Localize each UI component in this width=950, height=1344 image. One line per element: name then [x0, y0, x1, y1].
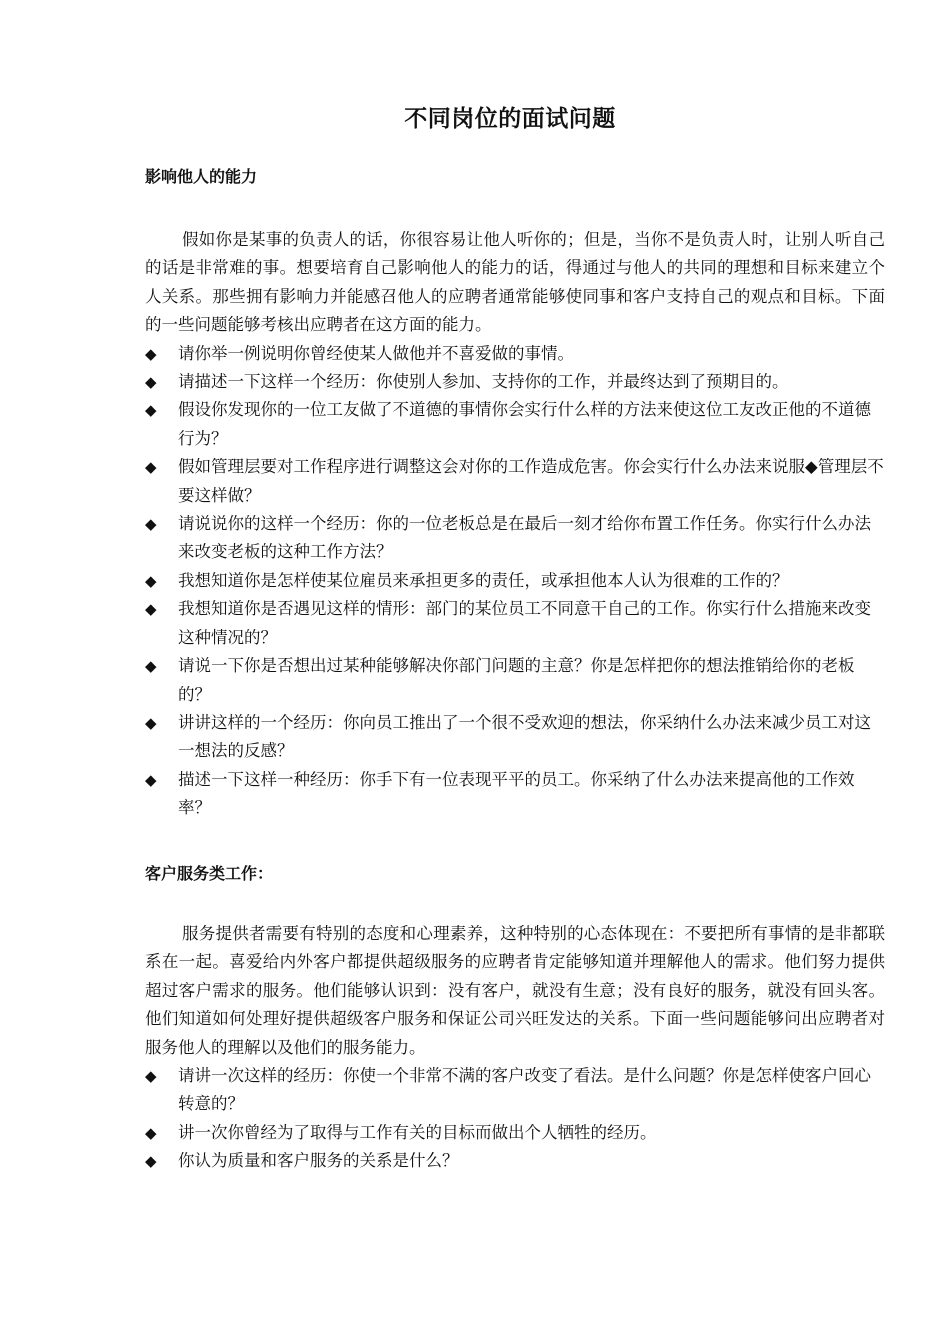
question-text: 假设你发现你的一位工友做了不道德的事情你会实行什么样的方法来使这位工友改正他的不道德行为？ [178, 400, 871, 448]
diamond-bullet-icon: ◆ [145, 770, 157, 789]
question-text: 请说一下你是否想出过某种能够解决你部门问题的主意？你是怎样把你的想法推销给你的老板的？ [178, 656, 855, 704]
section-intro-paragraph: 服务提供者需要有特别的态度和心理素养，这种特别的心态体现在：不要把所有事情的是非都联系在一起。喜爱给内外客户都提供超级服务的应聘者肯定能够知道并理解他人的需求。他们努力提供超过客户需求的服务。他们能够认识到：没有客户，就没有生意；没有良好的服务，就没有回头客。他们知道如何处理好提供超级客户服务和保证公司兴旺发达的关系。下面一些问题能够问出应聘者对服务他人的理解以及他们的服务能力。 [145, 924, 885, 1057]
diamond-bullet-icon: ◆ [145, 515, 157, 534]
diamond-bullet-icon: ◆ [145, 713, 157, 732]
list-item [145, 453, 885, 510]
diamond-bullet-icon: ◆ [145, 458, 157, 477]
list-item [145, 340, 885, 368]
question-text: 请你举一例说明你曾经使某人做他并不喜爱做的事情。 [178, 343, 574, 363]
question-list [145, 1062, 885, 1176]
question-text: 请描述一下这样一个经历：你使别人参加、支持你的工作，并最终达到了预期目的。 [178, 372, 789, 392]
list-item [145, 652, 885, 709]
question-text: 请说说你的这样一个经历：你的一位老板总是在最后一刻才给你布置工作任务。你实行什么办法来改变老板的这种工作方法？ [178, 514, 871, 562]
question-text: 讲讲这样的一个经历：你向员工推出了一个很不受欢迎的想法，你采纳什么办法来减少员工对这一想法的反感？ [178, 712, 871, 761]
question-text: 我想知道你是否遇见这样的情形：部门的某位员工不同意干自己的工作。你实行什么措施来改变这种情况的？ [178, 599, 871, 647]
question-text: 描述一下这样一种经历：你手下有一位表现平平的员工。你采纳了什么办法来提高他的工作效率？ [178, 769, 855, 818]
list-item [145, 1119, 885, 1147]
section-heading-influence: 影响他人的能力 [145, 167, 258, 186]
list-item [145, 368, 885, 396]
question-text: 讲一次你曾经为了取得与工作有关的目标而做出个人牺牲的经历。 [178, 1122, 657, 1142]
diamond-bullet-icon: ◆ [145, 1152, 157, 1171]
diamond-bullet-icon: ◆ [145, 571, 157, 590]
section-intro-paragraph: 假如你是某事的负责人的话，你很容易让他人听你的；但是，当你不是负责人时，让别人听自己的话是非常难的事。想要培育自己影响他人的能力的话，得通过与他人的共同的理想和目标来建立个人关系。那些拥有影响力并能感召他人的应聘者通常能够使同事和客户支持自己的观点和目标。下面的一些问题能够考核出应聘者在这方面的能力。 [145, 230, 885, 335]
question-text: 我想知道你是怎样使某位雇员来承担更多的责任，或承担他本人认为很难的工作的？ [178, 570, 789, 590]
question-text: 你认为质量和客户服务的关系是什么？ [178, 1151, 459, 1171]
list-item [145, 396, 885, 453]
list-item [145, 1147, 885, 1175]
diamond-bullet-icon: ◆ [145, 600, 157, 619]
diamond-bullet-icon: ◆ [145, 657, 157, 676]
list-item [145, 1062, 885, 1119]
question-text: 请讲一次这样的经历：你使一个非常不满的客户改变了看法。是什么问题？你是怎样使客户回心转意的？ [178, 1066, 871, 1114]
diamond-bullet-icon: ◆ [145, 1067, 157, 1086]
list-item [145, 766, 885, 823]
diamond-bullet-icon: ◆ [145, 401, 157, 420]
list-item [145, 510, 885, 567]
question-list [145, 340, 885, 823]
diamond-bullet-icon: ◆ [145, 373, 157, 392]
document-title: 不同岗位的面试问题 [404, 106, 616, 132]
list-item [145, 567, 885, 595]
diamond-bullet-icon: ◆ [145, 1123, 157, 1142]
diamond-bullet-icon: ◆ [145, 344, 157, 363]
list-item [145, 709, 885, 766]
question-text: 假如管理层要对工作程序进行调整这会对你的工作造成危害。你会实行什么办法来说服◆管理层不要这样做？ [178, 457, 884, 505]
section-heading-customer-service: 客户服务类工作： [145, 864, 274, 883]
list-item [145, 595, 885, 652]
section-influence-body [145, 226, 885, 823]
section-customer-service-body [145, 920, 885, 1176]
